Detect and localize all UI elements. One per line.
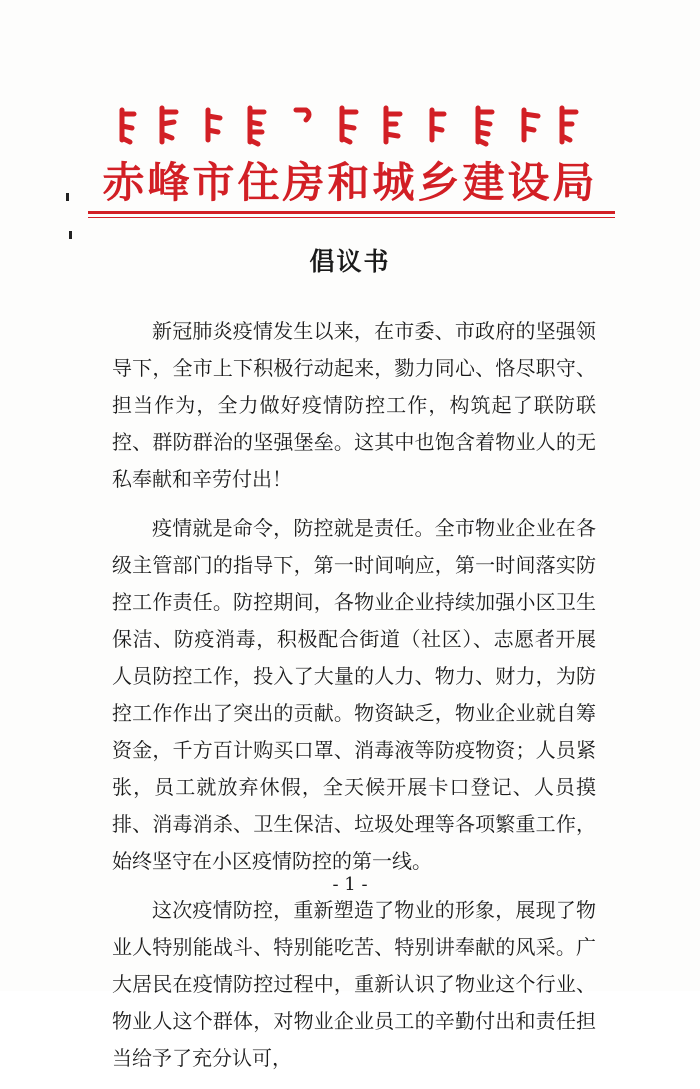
page-number: - 1 - xyxy=(332,874,368,895)
mongolian-script-logo xyxy=(110,100,590,148)
header-divider-thick xyxy=(88,211,615,214)
document-title: 倡议书 xyxy=(309,247,391,276)
document-body xyxy=(112,313,596,1089)
agency-name-header: 赤峰市住房和城乡建设局 xyxy=(102,158,598,207)
binding-mark xyxy=(69,231,72,239)
paragraph: 新冠肺炎疫情发生以来，在市委、市政府的坚强领导下，全市上下积极行动起来，勠力同心、恪尽职守、担当作为，全力做好疫情防控工作，构筑起了联防联控、群防群治的坚强堡垒。这其中也饱含着物业人的无私奉献和辛劳付出！ xyxy=(112,319,596,491)
paragraph: 这次疫情防控，重新塑造了物业的形象，展现了物业人特别能战斗、特别能吃苦、特别讲奉献的风采。广大居民在疫情防控过程中，重新认识了物业这个行业、物业人这个群体，对物业企业员工的辛勤付出和责任担当给予了充分认可， xyxy=(112,898,596,1070)
binding-mark xyxy=(66,193,69,201)
paragraph: 疫情就是命令，防控就是责任。全市物业企业在各级主管部门的指导下，第一时间响应，第一时间落实防控工作责任。防控期间，各物业企业持续加强小区卫生保洁、防疫消毒，积极配合街道（社区）、志愿者开展人员防控工作，投入了大量的人力、物力、财力，为防控工作作出了突出的贡献。物资缺乏，物业企业就自筹资金，千方百计购买口罩、消毒液等防疫物资；人员紧张，员工就放弃休假，全天候开展卡口登记、人员摸排、消毒消杀、卫生保洁、垃圾处理等各项繁重工作，始终坚守在小区疫情防控的第一线。 xyxy=(112,516,596,873)
header-divider-thin xyxy=(88,217,615,218)
